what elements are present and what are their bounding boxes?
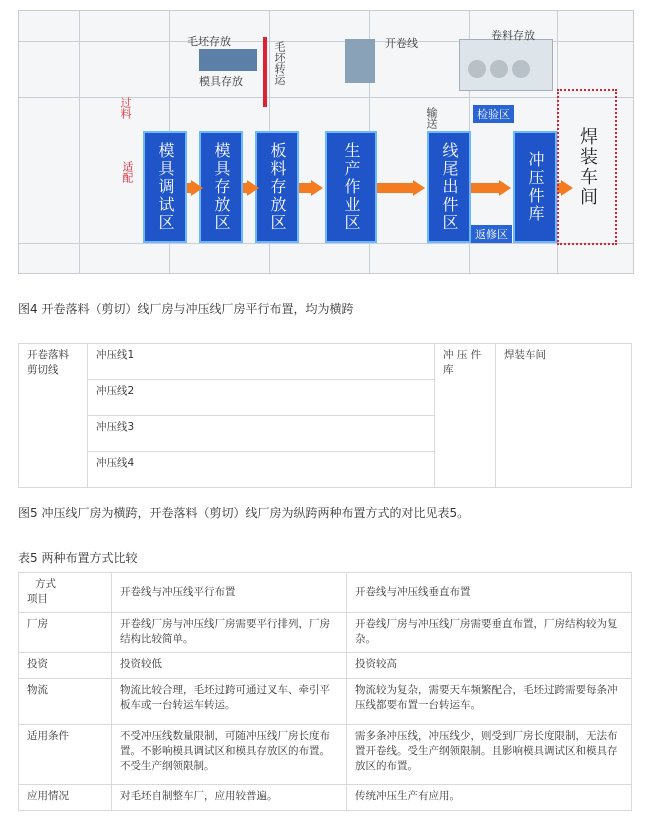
header-corner-top: 方式 (35, 578, 56, 590)
label-uncoil-line: 开卷线 (385, 37, 418, 50)
zone-mold-store: 模具存放区 (199, 131, 243, 243)
label-inspect: 检验区 (473, 105, 514, 123)
label-side-a: 过料 (119, 97, 132, 119)
flow-arrow-head (311, 180, 323, 196)
row-parallel: 投资较低 (112, 653, 347, 679)
grid-line (19, 97, 633, 98)
coil-storage-area (459, 39, 553, 91)
label-blank-transfer: 毛坯转运 (273, 41, 286, 85)
header-corner (19, 573, 112, 613)
figure5-caption: 图5 冲压线厂房为横跨，开卷落料（剪切）线厂房为纵跨两种布置方式的对比见表5。 (18, 506, 470, 520)
label-mold-store: 模具存放 (199, 75, 243, 88)
header-parallel: 开卷线与冲压线平行布置 (112, 573, 347, 613)
row-vertical: 投资较高 (347, 653, 632, 679)
row-parallel: 物流比较合理，毛坯过跨可通过叉车、牵引平板车或一台转运车转运。 (112, 679, 347, 725)
label-repair: 返修区 (471, 225, 512, 243)
row-vertical: 开卷线厂房与冲压线厂房需要垂直布置，厂房结构较为复杂。 (347, 613, 632, 653)
coil-icon (468, 60, 486, 78)
flow-arrow (471, 183, 499, 193)
blank-stack-block (199, 49, 257, 71)
label-side-b: 适配 (121, 161, 134, 183)
zone-production: 生产作业区 (325, 131, 377, 243)
row-item: 投资 (19, 653, 112, 679)
comparison-table (18, 572, 632, 811)
flow-arrow-head (191, 180, 203, 196)
line-row: 冲压线3 (88, 416, 435, 452)
col-stamping-store: 冲 压 件 库 (435, 344, 496, 488)
coil-icon (512, 60, 530, 78)
figure4-caption: 图4 开卷落料（剪切）线厂房与冲压线厂房平行布置，均为横跨 (18, 302, 354, 316)
grid-line (19, 243, 633, 244)
row-vertical: 需多条冲压线，冲压线少，则受到厂房长度限制，无法布置开卷线。受生产纲领限制。且影响模具调试区和模具存放区的布置。 (347, 725, 632, 785)
line-row: 冲压线1 (88, 344, 435, 380)
label-blank-store: 毛坯存放 (187, 35, 231, 48)
col-weld: 焊装车间 (496, 344, 632, 488)
header-vertical: 开卷线与冲压线垂直布置 (347, 573, 632, 613)
flow-arrow (377, 183, 413, 193)
zone-stamping-store: 冲压件库 (513, 131, 557, 243)
label-conveyor: 输送 (425, 107, 438, 129)
row-item: 厂房 (19, 613, 112, 653)
flow-arrow-head (499, 180, 511, 196)
row-parallel: 开卷线厂房与冲压线厂房需要平行排列，厂房结构比较简单。 (112, 613, 347, 653)
layout-table (18, 343, 632, 488)
grid-line (79, 11, 80, 273)
header-corner-bottom: 项目 (27, 593, 48, 605)
zone-mold-debug: 模具调试区 (143, 131, 187, 243)
factory-layout-figure (18, 10, 634, 274)
uncoiler-machine (345, 39, 375, 83)
flow-arrow-head (413, 180, 425, 196)
row-item: 物流 (19, 679, 112, 725)
weld-area: 焊装车间 (557, 89, 617, 245)
zone-line-end: 线尾出件区 (427, 131, 471, 243)
col-uncoil-line: 开卷落料剪切线 (19, 344, 88, 488)
row-vertical: 物流较为复杂，需要天车频繁配合，毛坯过跨需要每条冲压线都要布置一台转运车。 (347, 679, 632, 725)
coil-icon (490, 60, 508, 78)
flow-arrow-head (247, 180, 259, 196)
row-parallel: 对毛坯自制整车厂，应用较普遍。 (112, 785, 347, 811)
row-vertical: 传统冲压生产有应用。 (347, 785, 632, 811)
blank-transfer-arrow (263, 37, 267, 107)
line-row: 冲压线4 (88, 452, 435, 488)
table5-title: 表5 两种布置方式比较 (18, 551, 138, 565)
row-item: 适用条件 (19, 725, 112, 785)
row-item: 应用情况 (19, 785, 112, 811)
zone-sheet-store: 板料存放区 (255, 131, 299, 243)
line-row: 冲压线2 (88, 380, 435, 416)
row-parallel: 不受冲压线数量限制，可随冲压线厂房长度布置。不影响模具调试区和模具存放区的布置。不受生产纲领限制。 (112, 725, 347, 785)
label-coil-store: 卷料存放 (491, 29, 535, 42)
